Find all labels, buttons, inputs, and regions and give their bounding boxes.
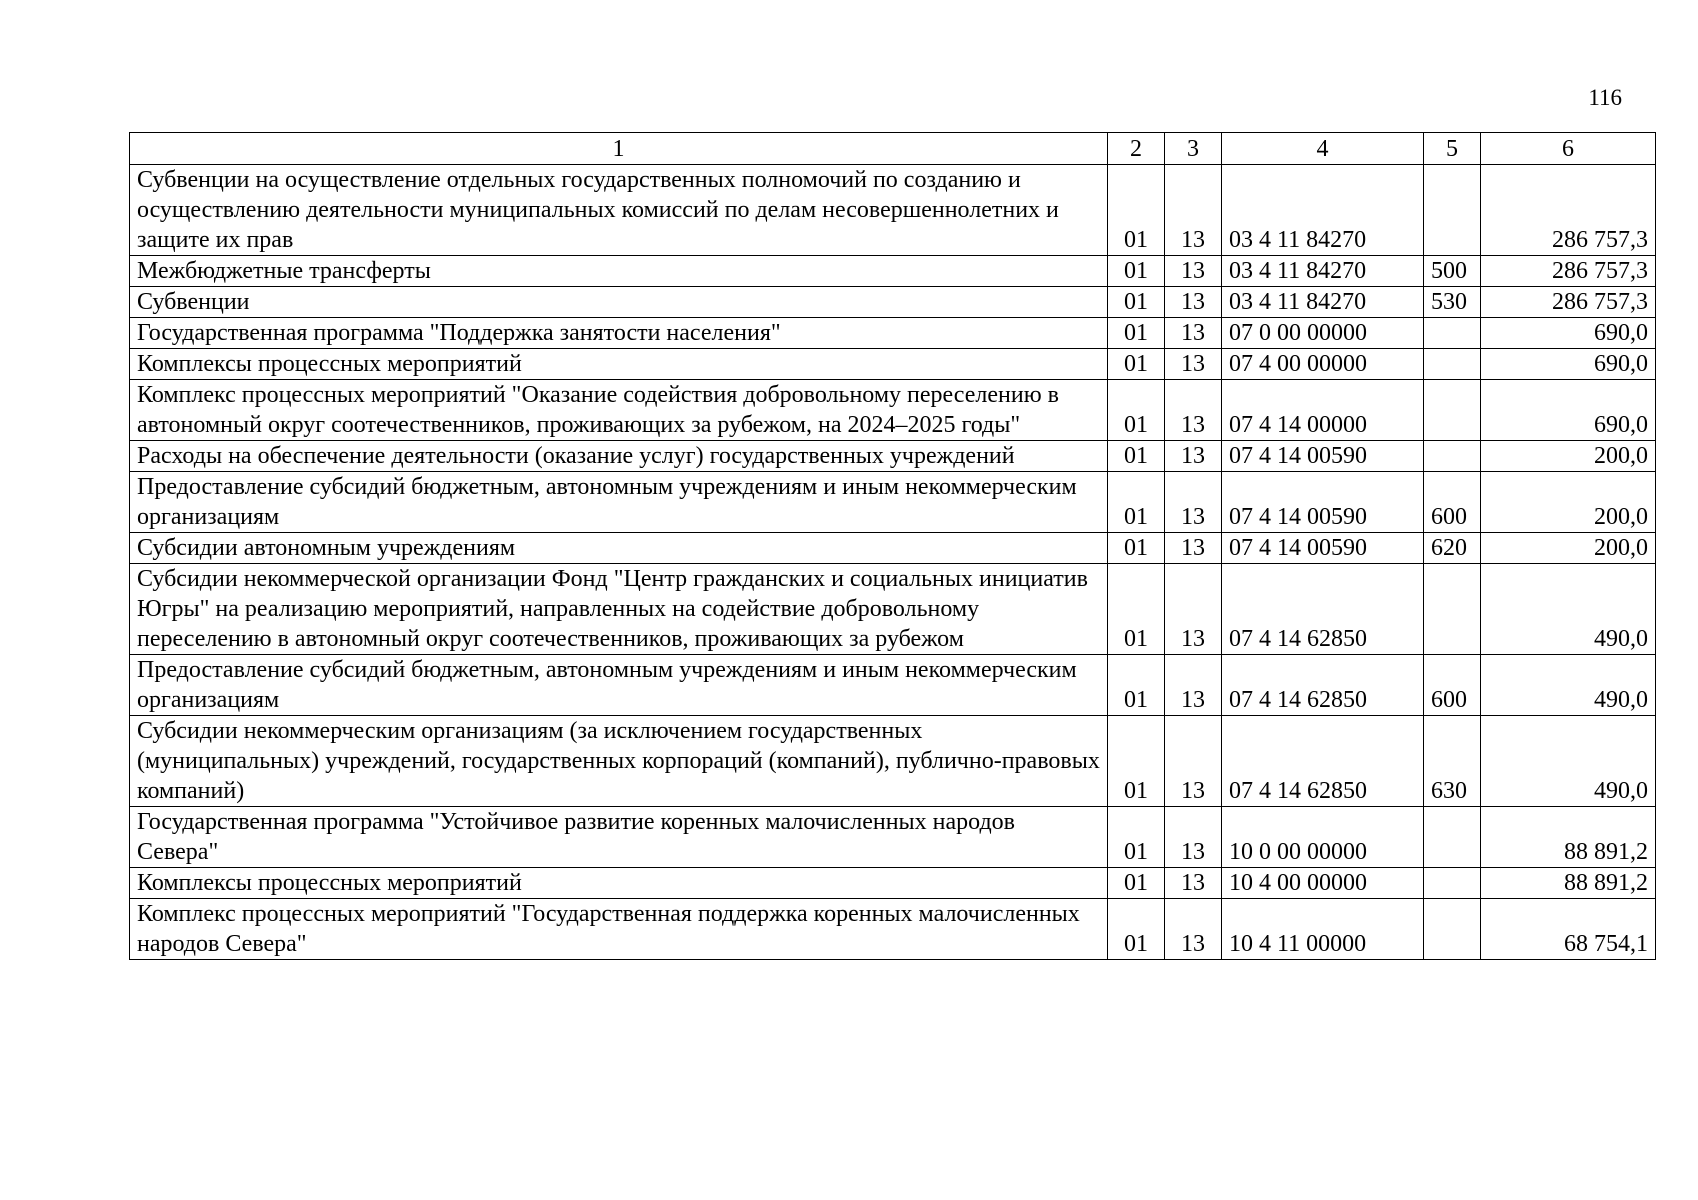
row-name-cell: Субсидии некоммерческим организациям (за исключением государственных (муниципальных) учреждений, государственных корпораций (компаний), публично-правовых компаний): [130, 716, 1108, 807]
row-target-article-cell: 03 4 11 84270: [1222, 165, 1424, 256]
row-target-article-cell: 03 4 11 84270: [1222, 256, 1424, 287]
row-subsection-cell: 13: [1165, 899, 1222, 960]
header-row: [130, 133, 1656, 165]
row-section-cell: 01: [1108, 899, 1165, 960]
row-name-cell: Субсидии некоммерческой организации Фонд "Центр гражданских и социальных инициатив Югры" на реализацию мероприятий, направленных на содействие добровольному переселению в автономный округ соотечественников, проживающих за рубежом: [130, 564, 1108, 655]
row-expense-type-cell: 600: [1424, 655, 1481, 716]
row-target-article-cell: 07 4 00 00000: [1222, 349, 1424, 380]
table-row: [130, 380, 1656, 441]
table-row: [130, 564, 1656, 655]
table-row: [130, 472, 1656, 533]
table-header: [130, 133, 1656, 165]
row-sum-cell: 286 757,3: [1481, 165, 1656, 256]
row-name-cell: Комплексы процессных мероприятий: [130, 349, 1108, 380]
row-name-cell: Субсидии автономным учреждениям: [130, 533, 1108, 564]
row-sum-cell: 68 754,1: [1481, 899, 1656, 960]
row-section-cell: 01: [1108, 564, 1165, 655]
row-target-article-cell: 07 4 14 62850: [1222, 716, 1424, 807]
row-subsection-cell: 13: [1165, 716, 1222, 807]
row-section-cell: 01: [1108, 318, 1165, 349]
row-name-cell: Расходы на обеспечение деятельности (оказание услуг) государственных учреждений: [130, 441, 1108, 472]
row-section-cell: 01: [1108, 256, 1165, 287]
table-row: [130, 655, 1656, 716]
page-number: 116: [1588, 85, 1622, 110]
row-name-cell: Комплексы процессных мероприятий: [130, 868, 1108, 899]
row-target-article-cell: 07 4 14 62850: [1222, 564, 1424, 655]
table-row: [130, 287, 1656, 318]
row-sum-cell: 200,0: [1481, 441, 1656, 472]
row-sum-cell: 286 757,3: [1481, 287, 1656, 318]
header-col-4: 4: [1222, 133, 1424, 165]
row-name-cell: Предоставление субсидий бюджетным, автономным учреждениям и иным некоммерческим организациям: [130, 472, 1108, 533]
row-expense-type-cell: [1424, 899, 1481, 960]
row-section-cell: 01: [1108, 380, 1165, 441]
table-row: [130, 899, 1656, 960]
row-sum-cell: 200,0: [1481, 533, 1656, 564]
row-name-cell: Государственная программа "Устойчивое развитие коренных малочисленных народов Севера": [130, 807, 1108, 868]
row-subsection-cell: 13: [1165, 533, 1222, 564]
table-body: [130, 165, 1656, 960]
row-sum-cell: 690,0: [1481, 318, 1656, 349]
row-section-cell: 01: [1108, 441, 1165, 472]
row-section-cell: 01: [1108, 287, 1165, 318]
row-target-article-cell: 07 4 14 00590: [1222, 472, 1424, 533]
row-expense-type-cell: 600: [1424, 472, 1481, 533]
table-row: [130, 165, 1656, 256]
budget-table: [129, 132, 1656, 960]
row-sum-cell: 200,0: [1481, 472, 1656, 533]
row-expense-type-cell: 500: [1424, 256, 1481, 287]
row-sum-cell: 490,0: [1481, 564, 1656, 655]
row-section-cell: 01: [1108, 533, 1165, 564]
header-col-3: 3: [1165, 133, 1222, 165]
row-expense-type-cell: [1424, 165, 1481, 256]
row-target-article-cell: 10 4 00 00000: [1222, 868, 1424, 899]
table-row: [130, 533, 1656, 564]
row-expense-type-cell: 530: [1424, 287, 1481, 318]
row-subsection-cell: 13: [1165, 349, 1222, 380]
row-section-cell: 01: [1108, 349, 1165, 380]
table-row: [130, 807, 1656, 868]
row-expense-type-cell: [1424, 349, 1481, 380]
table-row: [130, 716, 1656, 807]
row-name-cell: Субвенции на осуществление отдельных государственных полномочий по созданию и осуществлению деятельности муниципальных комиссий по делам несовершеннолетних и защите их прав: [130, 165, 1108, 256]
row-expense-type-cell: 630: [1424, 716, 1481, 807]
row-subsection-cell: 13: [1165, 287, 1222, 318]
table-row: [130, 441, 1656, 472]
row-sum-cell: 286 757,3: [1481, 256, 1656, 287]
row-section-cell: 01: [1108, 165, 1165, 256]
row-subsection-cell: 13: [1165, 655, 1222, 716]
table-row: [130, 256, 1656, 287]
row-name-cell: Субвенции: [130, 287, 1108, 318]
table-row: [130, 318, 1656, 349]
row-expense-type-cell: [1424, 868, 1481, 899]
row-section-cell: 01: [1108, 716, 1165, 807]
row-target-article-cell: 07 4 14 00590: [1222, 533, 1424, 564]
row-section-cell: 01: [1108, 868, 1165, 899]
row-subsection-cell: 13: [1165, 868, 1222, 899]
row-target-article-cell: 07 4 14 00590: [1222, 441, 1424, 472]
row-name-cell: Предоставление субсидий бюджетным, автономным учреждениям и иным некоммерческим организациям: [130, 655, 1108, 716]
row-expense-type-cell: [1424, 564, 1481, 655]
row-target-article-cell: 07 4 14 00000: [1222, 380, 1424, 441]
row-expense-type-cell: 620: [1424, 533, 1481, 564]
row-sum-cell: 690,0: [1481, 349, 1656, 380]
row-section-cell: 01: [1108, 807, 1165, 868]
row-subsection-cell: 13: [1165, 318, 1222, 349]
row-expense-type-cell: [1424, 441, 1481, 472]
header-col-6: 6: [1481, 133, 1656, 165]
header-col-1: 1: [130, 133, 1108, 165]
row-subsection-cell: 13: [1165, 807, 1222, 868]
table-row: [130, 349, 1656, 380]
row-target-article-cell: 03 4 11 84270: [1222, 287, 1424, 318]
row-subsection-cell: 13: [1165, 564, 1222, 655]
row-name-cell: Комплекс процессных мероприятий "Государственная поддержка коренных малочисленных народов Севера": [130, 899, 1108, 960]
row-expense-type-cell: [1424, 380, 1481, 441]
row-name-cell: Государственная программа "Поддержка занятости населения": [130, 318, 1108, 349]
row-target-article-cell: 10 0 00 00000: [1222, 807, 1424, 868]
row-sum-cell: 690,0: [1481, 380, 1656, 441]
row-subsection-cell: 13: [1165, 472, 1222, 533]
row-sum-cell: 88 891,2: [1481, 868, 1656, 899]
row-expense-type-cell: [1424, 318, 1481, 349]
header-col-5: 5: [1424, 133, 1481, 165]
row-sum-cell: 88 891,2: [1481, 807, 1656, 868]
row-expense-type-cell: [1424, 807, 1481, 868]
row-subsection-cell: 13: [1165, 441, 1222, 472]
row-section-cell: 01: [1108, 655, 1165, 716]
row-section-cell: 01: [1108, 472, 1165, 533]
row-target-article-cell: 07 0 00 00000: [1222, 318, 1424, 349]
row-name-cell: Комплекс процессных мероприятий "Оказание содействия добровольному переселению в автономный округ соотечественников, проживающих за рубежом, на 2024–2025 годы": [130, 380, 1108, 441]
row-subsection-cell: 13: [1165, 380, 1222, 441]
row-sum-cell: 490,0: [1481, 716, 1656, 807]
row-target-article-cell: 10 4 11 00000: [1222, 899, 1424, 960]
row-name-cell: Межбюджетные трансферты: [130, 256, 1108, 287]
row-sum-cell: 490,0: [1481, 655, 1656, 716]
row-target-article-cell: 07 4 14 62850: [1222, 655, 1424, 716]
table-row: [130, 868, 1656, 899]
row-subsection-cell: 13: [1165, 256, 1222, 287]
row-subsection-cell: 13: [1165, 165, 1222, 256]
header-col-2: 2: [1108, 133, 1165, 165]
